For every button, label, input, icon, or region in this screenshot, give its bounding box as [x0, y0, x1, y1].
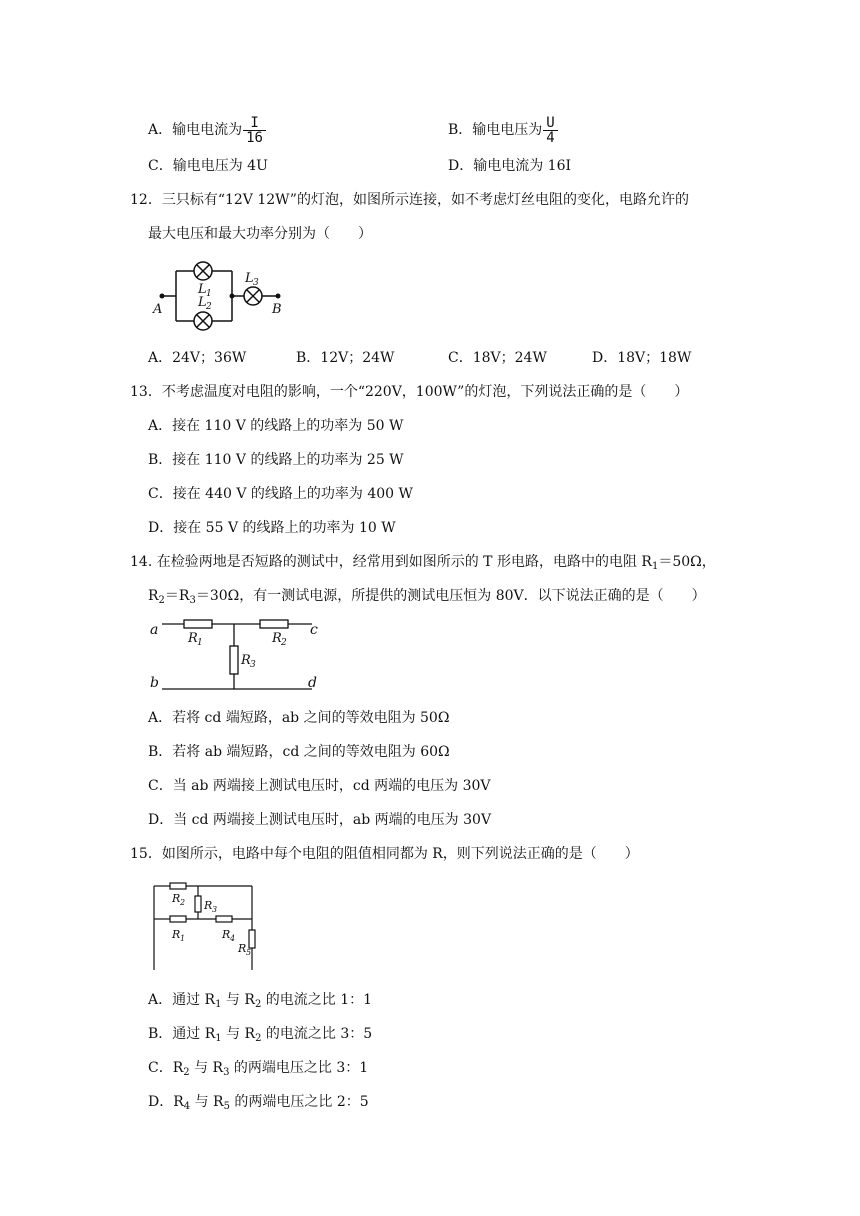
lamp-l2-label: L [198, 295, 207, 310]
option-label: A． [148, 122, 173, 138]
subscript: 5 [223, 1101, 230, 1112]
terminal-a-label: a [150, 622, 159, 638]
q12-option-c: C．18V；24W [448, 350, 547, 366]
resistor-r2-label: R [272, 631, 282, 646]
stem-text: R [148, 588, 159, 604]
subscript: 3 [189, 595, 196, 606]
resistor-r4-label: R [222, 928, 231, 941]
q15-option-b [148, 1024, 372, 1044]
q11-option-a [148, 112, 266, 148]
lamp-l3-subscript: 3 [253, 278, 259, 288]
terminal-c-label: c [310, 622, 318, 638]
resistor-r2-subscript: 2 [180, 898, 186, 907]
subscript: 3 [223, 1067, 230, 1078]
q15-option-a [148, 990, 372, 1010]
subscript: 4 [183, 1101, 191, 1112]
option-text: C．R [148, 1060, 184, 1076]
resistor-r1-label: R [188, 631, 198, 646]
option-text: 输电电压为 [472, 122, 543, 138]
fraction-denominator: 4 [546, 129, 555, 146]
q12-option-b: B．12V；24W [296, 350, 395, 366]
q12-option-a: A．24V；36W [148, 350, 247, 366]
q15-option-d [148, 1092, 369, 1112]
q13-option-d: D．接在 55 V 的线路上的功率为 10 W [148, 520, 396, 536]
fraction [243, 116, 266, 145]
resistor-r2-subscript: 2 [281, 638, 287, 648]
stem-text: ＝30Ω，有一测试电源，所提供的测试电压恒为 80V．以下说法正确的是（ ） [195, 588, 706, 604]
q15-option-c [148, 1058, 368, 1078]
subscript: 2 [255, 1033, 262, 1044]
option-text: 与 R [189, 1060, 224, 1076]
q13-option-b: B．接在 110 V 的线路上的功率为 25 W [148, 452, 404, 468]
q12-lamp-circuit-diagram [148, 258, 298, 333]
resistor-r2-label: R [172, 892, 181, 905]
option-text: 的电流之比 1：1 [261, 992, 373, 1008]
resistor-r3-label: R [204, 899, 213, 912]
option-text: D．R [148, 1094, 184, 1110]
option-text: 输电电流为 [172, 122, 243, 138]
fraction-denominator: 16 [246, 129, 263, 146]
stem-text: 14. 在检验两地是否短路的测试中，经常用到如图所示的 T 形电路，电路中的电阻 R [130, 554, 652, 570]
lamp-l2-subscript: 2 [206, 302, 212, 312]
option-text: B．通过 R [148, 1026, 216, 1042]
q12-stem-line2: 最大电压和最大功率分别为（ ） [148, 226, 372, 242]
subscript: 2 [183, 1067, 190, 1078]
terminal-b-label: B [272, 302, 282, 317]
resistor-r4-subscript: 4 [230, 934, 236, 943]
lamp-l1-subscript: 1 [206, 289, 212, 299]
stem-text: ＝50Ω， [658, 554, 716, 570]
q14-option-c: C．当 ab 两端接上测试电压时，cd 两端的电压为 30V [148, 778, 491, 794]
resistor-r3-label: R [241, 653, 251, 668]
resistor-r1-subscript: 1 [180, 934, 186, 943]
fraction [543, 116, 557, 145]
resistor-r5-label: R [238, 942, 247, 955]
resistor-r3-subscript: 3 [212, 905, 218, 914]
resistor-r1-subscript: 1 [197, 638, 203, 648]
q12-option-d: D．18V；18W [592, 350, 692, 366]
q15-stem: 15．如图所示，电路中每个电阻的阻值相同都为 R，则下列说法正确的是（ ） [130, 846, 639, 862]
q12-stem-line1: 12．三只标有“12V 12W”的灯泡，如图所示连接，如不考虑灯丝电阻的变化，电路允许的 [130, 192, 689, 208]
lamp-l3-label: L [245, 271, 254, 286]
q13-stem: 13．不考虑温度对电阻的影响，一个“220V，100W”的灯泡，下列说法正确的是（ ） [130, 384, 689, 400]
q14-option-d: D．当 cd 两端接上测试电压时，ab 两端的电压为 30V [148, 812, 492, 828]
option-text: A．通过 R [148, 992, 216, 1008]
resistor-r3-subscript: 3 [250, 660, 256, 670]
q11-option-d: D．输电电流为 16I [448, 158, 572, 174]
fraction-numerator: I [243, 116, 266, 131]
option-text: 的两端电压之比 3：1 [229, 1060, 369, 1076]
option-text: 与 R [221, 992, 255, 1008]
q14-stem-line1 [130, 552, 716, 572]
q13-option-c: C．接在 440 V 的线路上的功率为 400 W [148, 486, 413, 502]
q11-option-c: C．输电电压为 4U [148, 158, 268, 174]
q14-option-a: A．若将 cd 端短路，ab 之间的等效电阻为 50Ω [148, 710, 450, 726]
lamp-l1-label: L [198, 282, 207, 297]
resistor-r5-subscript: 5 [246, 948, 252, 957]
q14-stem-line2 [148, 586, 706, 606]
option-text: 与 R [221, 1026, 256, 1042]
option-text: 的电流之比 3：5 [261, 1026, 373, 1042]
option-label: B． [448, 122, 473, 138]
stem-text: ＝R [164, 588, 190, 604]
subscript: 2 [254, 999, 262, 1010]
fraction-numerator: U [543, 116, 557, 131]
terminal-d-label: d [308, 675, 317, 691]
resistor-r1-label: R [172, 928, 181, 941]
subscript: 1 [651, 561, 659, 572]
q14-t-circuit-diagram [148, 614, 328, 694]
subscript: 1 [215, 1033, 222, 1044]
terminal-b-label: b [150, 675, 159, 691]
terminal-a-label: A [153, 302, 163, 317]
q13-option-a: A．接在 110 V 的线路上的功率为 50 W [148, 418, 404, 434]
q14-option-b: B．若将 ab 端短路，cd 之间的等效电阻为 60Ω [148, 744, 450, 760]
subscript: 1 [215, 999, 222, 1010]
subscript: 2 [158, 595, 165, 606]
option-text: 的两端电压之比 2：5 [229, 1094, 369, 1110]
q15-resistor-network-diagram [148, 878, 268, 978]
q11-option-b [448, 112, 558, 148]
option-text: 与 R [190, 1094, 224, 1110]
